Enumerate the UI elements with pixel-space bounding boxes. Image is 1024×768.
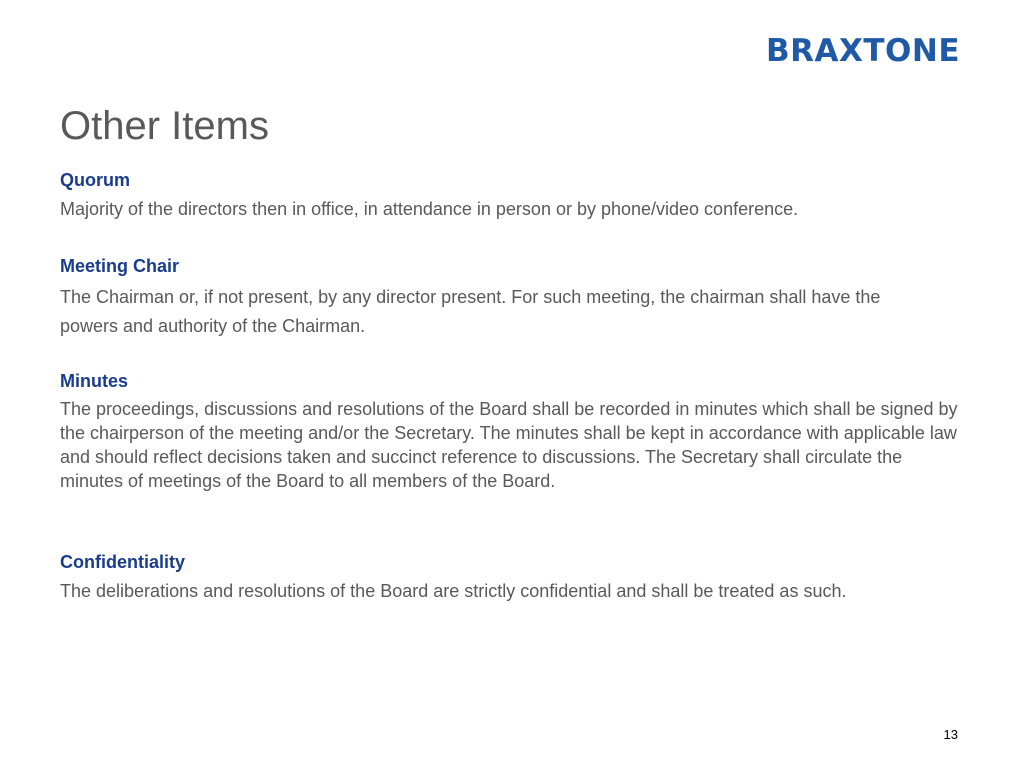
- slide-title: Other Items: [60, 104, 269, 148]
- section-heading-minutes: Minutes: [60, 371, 129, 391]
- section-body-meeting-chair: The Chairman or, if not present, by any director present. For such meeting, the chairman shall have the powers and authority of the Chairman.: [60, 287, 881, 336]
- page-number: 13: [943, 727, 958, 742]
- section-body-minutes: The proceedings, discussions and resolutions of the Board shall be recorded in minutes which shall be signed by the chairperson of the meeting and/or the Secretary. The minutes shall be kept in accordance with applicable law and should reflect decisions taken and succinct reference to discussions. The Secretary shall circulate the minutes of meetings of the Board to all members of the Board.: [60, 399, 958, 491]
- section-body-confidentiality: The deliberations and resolutions of the Board are strictly confidential and shall be treated as such.: [60, 581, 847, 601]
- section-body-quorum: Majority of the directors then in office, in attendance in person or by phone/video conference.: [60, 199, 799, 219]
- section-heading-meeting-chair: Meeting Chair: [60, 256, 180, 276]
- braxtone-logo: BRAXTONE: [766, 33, 961, 69]
- section-heading-confidentiality: Confidentiality: [60, 552, 185, 572]
- section-heading-quorum: Quorum: [60, 170, 130, 190]
